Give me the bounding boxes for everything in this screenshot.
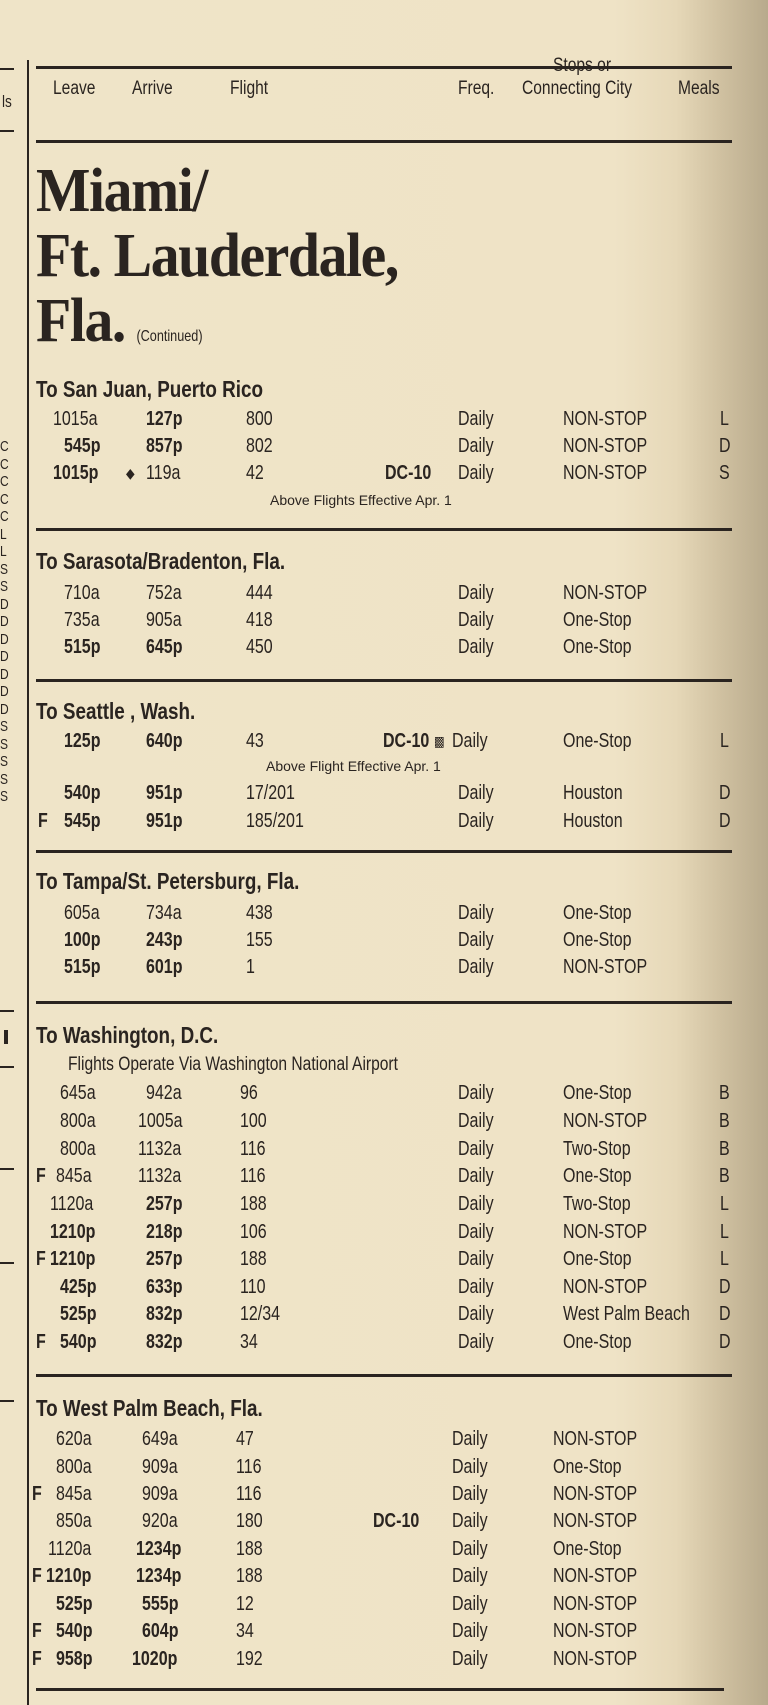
table-cell: 155 (246, 929, 273, 951)
table-cell: 734a (146, 902, 182, 924)
table-cell: 802 (246, 435, 273, 457)
table-cell: 43 (246, 730, 264, 752)
table-cell: Two-Stop (563, 1138, 631, 1160)
table-cell: West Palm Beach (563, 1303, 690, 1325)
table-row (0, 1538, 768, 1564)
table-cell: B (719, 1082, 730, 1104)
table-cell: Daily (458, 929, 494, 951)
table-cell: One-Stop (563, 1331, 632, 1353)
origin-title-line3: Fla. (Continued) (36, 290, 214, 368)
table-cell: 800a (56, 1456, 92, 1478)
table-cell: 540p (64, 782, 101, 804)
col-header-leave: Leave (53, 78, 96, 99)
table-row (0, 1303, 768, 1329)
table-cell: 1234p (136, 1565, 182, 1587)
table-cell: NON-STOP (553, 1593, 638, 1615)
table-cell: One-Stop (563, 1082, 632, 1104)
table-cell: Daily (452, 1593, 488, 1615)
origin-title-line2: Ft. Lauderdale, (36, 222, 398, 290)
table-cell: 100p (64, 929, 101, 951)
table-cell: S (719, 462, 730, 484)
table-cell: 710a (64, 582, 100, 604)
table-cell: Daily (458, 435, 494, 457)
col-header-freq: Freq. (458, 78, 495, 99)
table-cell: 850a (56, 1510, 92, 1532)
table-cell: NON-STOP (563, 582, 648, 604)
table-cell: Daily (452, 1565, 488, 1587)
section-title-seattle: To Seattle , Wash. (36, 698, 196, 724)
col-header-stops-line1: Stops or (553, 55, 612, 76)
divider (0, 130, 14, 132)
table-row (0, 1510, 768, 1536)
table-cell: Daily (452, 1538, 488, 1560)
table-cell: 1210p (46, 1565, 92, 1587)
table-cell: L (720, 730, 729, 752)
table-cell: Two-Stop (563, 1193, 631, 1215)
col-header-stops-line2: Connecting City (522, 78, 632, 99)
table-cell: Daily (458, 1165, 494, 1187)
table-cell: One-Stop (563, 902, 632, 924)
table-cell: 1020p (132, 1648, 178, 1670)
table-cell: Daily (458, 956, 494, 978)
table-row (0, 810, 768, 836)
table-row (0, 1193, 768, 1219)
table-cell: NON-STOP (563, 462, 648, 484)
table-row (0, 435, 768, 461)
table-cell: NON-STOP (563, 1110, 648, 1132)
table-cell: Daily (458, 462, 494, 484)
table-cell: Daily (452, 1483, 488, 1505)
table-row (0, 902, 768, 928)
table-cell: NON-STOP (563, 435, 648, 457)
table-row (0, 636, 768, 662)
table-cell: 545p (64, 435, 101, 457)
table-cell: 525p (60, 1303, 97, 1325)
table-cell: 450 (246, 636, 273, 658)
table-cell: Daily (458, 1221, 494, 1243)
table-cell: 832p (146, 1331, 183, 1353)
table-row (0, 462, 768, 488)
table-cell: One-Stop (563, 636, 632, 658)
table-cell: 1210p (50, 1221, 96, 1243)
table-cell: 12 (236, 1593, 254, 1615)
table-cell: 800a (60, 1110, 96, 1132)
table-cell: 116 (240, 1165, 266, 1187)
table-cell: 127p (146, 408, 183, 430)
table-cell: 116 (236, 1483, 262, 1505)
table-cell: 909a (142, 1456, 178, 1478)
table-cell: 905a (146, 609, 182, 631)
table-cell: 752a (146, 582, 182, 604)
table-cell: One-Stop (563, 1165, 632, 1187)
table-row (0, 1620, 768, 1646)
table-row (0, 1483, 768, 1509)
table-cell: NON-STOP (553, 1510, 638, 1532)
table-cell: 601p (146, 956, 183, 978)
table-cell: One-Stop (563, 1248, 632, 1270)
section-title-sarasota: To Sarasota/Bradenton, Fla. (36, 548, 286, 574)
table-cell: Daily (452, 1428, 488, 1450)
table-cell: 47 (236, 1428, 254, 1450)
table-cell: Daily (458, 1138, 494, 1160)
table-cell: 34 (240, 1331, 258, 1353)
table-cell: 515p (64, 636, 101, 658)
table-cell: 185/201 (246, 810, 304, 832)
table-cell: 106 (240, 1221, 267, 1243)
equipment-label: DC-10 (385, 462, 432, 484)
table-row (0, 1138, 768, 1164)
table-cell: 942a (146, 1082, 182, 1104)
table-cell: 540p (60, 1331, 97, 1353)
table-row (0, 1110, 768, 1136)
table-cell: NON-STOP (563, 408, 648, 430)
table-row (0, 1221, 768, 1247)
table-cell: B (719, 1165, 730, 1187)
table-cell: 800a (60, 1138, 96, 1160)
table-cell: 418 (246, 609, 273, 631)
section-title-west-palm-beach: To West Palm Beach, Fla. (36, 1395, 263, 1421)
table-cell: 555p (142, 1593, 179, 1615)
table-cell: 42 (246, 462, 264, 484)
equipment-label: DC-10 (383, 730, 430, 752)
divider (0, 1010, 14, 1012)
table-cell: 116 (240, 1138, 266, 1160)
table-cell: D (719, 435, 731, 457)
table-cell: 645a (60, 1082, 96, 1104)
table-cell: Daily (458, 1248, 494, 1270)
table-cell: 192 (236, 1648, 263, 1670)
table-cell: 1015p (53, 462, 99, 484)
table-cell: 909a (142, 1483, 178, 1505)
table-cell: Daily (458, 1110, 494, 1132)
table-cell: 857p (146, 435, 183, 457)
table-cell: Daily (458, 1276, 494, 1298)
table-cell: 951p (146, 810, 183, 832)
table-cell: NON-STOP (553, 1428, 638, 1450)
table-cell: 645p (146, 636, 183, 658)
table-cell: 800 (246, 408, 273, 430)
table-cell: 1210p (50, 1248, 96, 1270)
table-cell: Daily (458, 782, 494, 804)
table-row (0, 1331, 768, 1357)
table-cell: 951p (146, 782, 183, 804)
section-divider (36, 528, 732, 531)
table-cell: 845a (56, 1165, 92, 1187)
section-subtitle: Flights Operate Via Washington National Airport (68, 1054, 398, 1075)
table-cell: 218p (146, 1221, 183, 1243)
table-cell: 605a (64, 902, 100, 924)
table-row (0, 956, 768, 982)
table-cell: 958p (56, 1648, 93, 1670)
section-divider (36, 850, 732, 853)
table-cell: 444 (246, 582, 273, 604)
table-cell: Daily (458, 810, 494, 832)
table-cell: D (719, 810, 731, 832)
table-cell: 525p (56, 1593, 93, 1615)
table-cell: 116 (236, 1456, 262, 1478)
table-cell: Daily (452, 1456, 488, 1478)
table-cell: Daily (458, 1082, 494, 1104)
col-header-arrive: Arrive (132, 78, 173, 99)
table-cell: 640p (146, 730, 183, 752)
table-cell: 17/201 (246, 782, 295, 804)
table-cell: Daily (452, 730, 488, 752)
section-divider (36, 1374, 732, 1377)
table-row (0, 1456, 768, 1482)
table-row (0, 1648, 768, 1674)
table-cell: L (720, 408, 729, 430)
section-title-san-juan: To San Juan, Puerto Rico (36, 376, 264, 402)
table-row (0, 1276, 768, 1302)
table-cell: 540p (56, 1620, 93, 1642)
table-cell: NON-STOP (553, 1483, 638, 1505)
table-cell: Daily (452, 1648, 488, 1670)
diamond-icon: ◆ (126, 465, 135, 481)
table-row (0, 782, 768, 808)
table-row (0, 582, 768, 608)
table-cell: Daily (452, 1510, 488, 1532)
equipment-label: DC-10 (373, 1510, 420, 1532)
origin-title-line1: Miami/ (36, 157, 207, 225)
table-cell: D (719, 1303, 731, 1325)
table-cell: 1120a (50, 1193, 94, 1215)
table-row (0, 730, 768, 756)
table-cell: NON-STOP (553, 1620, 638, 1642)
table-cell: Daily (452, 1620, 488, 1642)
table-cell: L (720, 1248, 729, 1270)
table-cell: 1015a (53, 408, 98, 430)
frequency-flag: F (32, 1648, 42, 1670)
table-cell: 188 (236, 1538, 263, 1560)
table-cell: B (719, 1110, 730, 1132)
table-cell: 119a (146, 462, 181, 484)
table-row (0, 1165, 768, 1191)
table-cell: One-Stop (563, 609, 632, 631)
frequency-flag: F (32, 1620, 42, 1642)
section-divider (36, 1688, 724, 1691)
table-cell: 832p (146, 1303, 183, 1325)
adjacent-header-fragment: ls (2, 92, 12, 111)
table-cell: 110 (240, 1276, 266, 1298)
table-cell: L (720, 1221, 729, 1243)
table-cell: 180 (236, 1510, 263, 1532)
table-row (0, 1082, 768, 1108)
table-cell: 1132a (138, 1138, 182, 1160)
table-cell: 620a (56, 1428, 92, 1450)
table-row (0, 1593, 768, 1619)
table-cell: Daily (458, 609, 494, 631)
table-row (0, 1565, 768, 1591)
table-cell: Daily (458, 1303, 494, 1325)
frequency-flag: F (38, 810, 48, 832)
table-cell: 188 (236, 1565, 263, 1587)
table-cell: 515p (64, 956, 101, 978)
table-cell: One-Stop (553, 1456, 622, 1478)
section-title-tampa: To Tampa/St. Petersburg, Fla. (36, 868, 300, 894)
table-cell: 125p (64, 730, 101, 752)
frequency-flag: F (36, 1165, 46, 1187)
table-row (0, 929, 768, 955)
table-cell: 425p (60, 1276, 97, 1298)
table-cell: 438 (246, 902, 273, 924)
table-cell: D (719, 782, 731, 804)
table-cell: NON-STOP (563, 1221, 648, 1243)
table-row (0, 609, 768, 635)
table-cell: 735a (64, 609, 100, 631)
table-cell: 1 (246, 956, 255, 978)
table-cell: D (719, 1276, 731, 1298)
table-cell: NON-STOP (553, 1648, 638, 1670)
table-row (0, 1428, 768, 1454)
frequency-flag: F (36, 1248, 46, 1270)
table-cell: 845a (56, 1483, 92, 1505)
table-cell: L (720, 1193, 729, 1215)
frequency-flag: F (36, 1331, 46, 1353)
table-cell: 649a (142, 1428, 178, 1450)
table-cell: Daily (458, 1193, 494, 1215)
table-cell: 243p (146, 929, 183, 951)
table-cell: NON-STOP (563, 1276, 648, 1298)
table-cell: 188 (240, 1248, 267, 1270)
col-header-meals: Meals (678, 78, 720, 99)
table-cell: Houston (563, 782, 623, 804)
table-cell: 1120a (48, 1538, 92, 1560)
col-header-flight: Flight (230, 78, 269, 99)
projector-icon: ▩ (434, 733, 445, 749)
table-cell: One-Stop (553, 1538, 622, 1560)
table-cell: 1005a (138, 1110, 183, 1132)
divider (0, 1400, 14, 1402)
table-cell: 34 (236, 1620, 254, 1642)
table-row (0, 408, 768, 434)
section-title-washington: To Washington, D.C. (36, 1022, 219, 1048)
table-cell: 96 (240, 1082, 258, 1104)
table-cell: Daily (458, 582, 494, 604)
table-cell: Daily (458, 636, 494, 658)
table-cell: 1132a (138, 1165, 182, 1187)
table-cell: 545p (64, 810, 101, 832)
table-cell: 604p (142, 1620, 179, 1642)
continued-label: (Continued) (136, 328, 203, 345)
table-cell: 12/34 (240, 1303, 281, 1325)
table-cell: D (719, 1331, 731, 1353)
table-cell: NON-STOP (553, 1565, 638, 1587)
table-cell: Daily (458, 902, 494, 924)
table-cell: Daily (458, 408, 494, 430)
divider (0, 1066, 14, 1068)
table-cell: 257p (146, 1248, 183, 1270)
divider (4, 1030, 8, 1044)
divider (0, 68, 14, 70)
header-bottom-rule (36, 140, 732, 143)
section-divider (36, 679, 732, 682)
table-cell: 188 (240, 1193, 267, 1215)
frequency-flag: F (32, 1483, 42, 1505)
adjacent-meal-letters: C C C C C L L S S D D D D D D D S S S S S (0, 438, 9, 805)
table-cell: One-Stop (563, 929, 632, 951)
table-cell: Daily (458, 1331, 494, 1353)
table-cell: 920a (142, 1510, 178, 1532)
section-divider (36, 1001, 732, 1004)
table-cell: Houston (563, 810, 623, 832)
table-cell: 257p (146, 1193, 183, 1215)
table-cell: 1234p (136, 1538, 182, 1560)
table-cell: 100 (240, 1110, 267, 1132)
table-cell: B (719, 1138, 730, 1160)
section-note: Above Flight Effective Apr. 1 (266, 758, 441, 774)
header-top-rule (36, 66, 732, 69)
frequency-flag: F (32, 1565, 42, 1587)
table-cell: 633p (146, 1276, 183, 1298)
section-note: Above Flights Effective Apr. 1 (270, 492, 452, 508)
table-row (0, 1248, 768, 1274)
table-cell: NON-STOP (563, 956, 648, 978)
table-cell: One-Stop (563, 730, 632, 752)
